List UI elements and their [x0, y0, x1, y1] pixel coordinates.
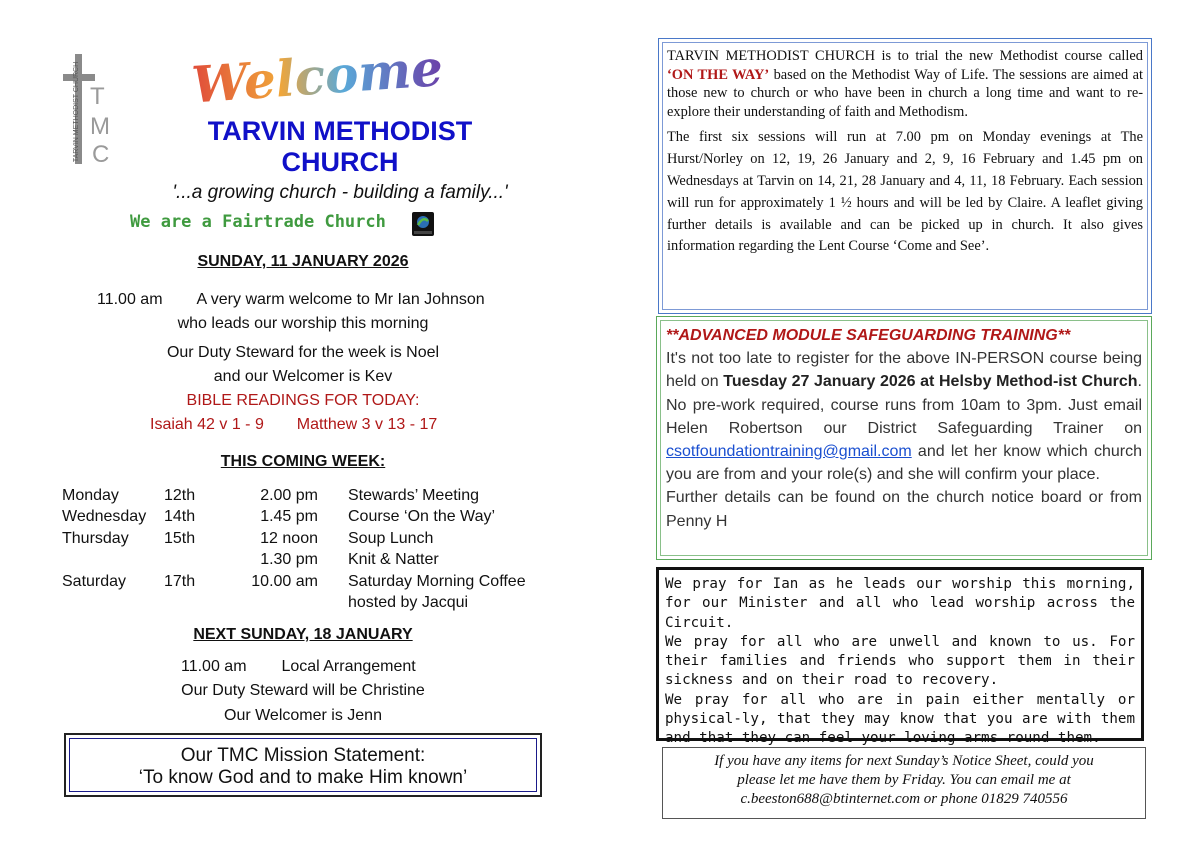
- notice-line-3: c.beeston688@btinternet.com or phone 01829 740556: [740, 791, 1068, 807]
- welcome-word: Welcome: [189, 42, 445, 114]
- svg-text:M: M: [90, 113, 110, 140]
- church-name: [150, 116, 530, 178]
- week-row: [62, 487, 548, 508]
- welcome-wordart: [184, 42, 452, 114]
- readings: [150, 413, 540, 437]
- next-sunday-service: [181, 655, 481, 679]
- week-row: [62, 530, 548, 551]
- church-name-line2: CHURCH: [281, 147, 399, 177]
- course-sessions: The first six sessions will run at 7.00 pm on Monday evenings at The Hurst/Norley on 12, 19, 26 January and 2, 9, 16 February and 1.45 pm on Wednesdays at Tarvin on 14, 21, 28 January and 4, 11, 18 February. Each session will run for approximately 1 ½ hours and will be led by Claire. A leaflet giving further details is available and can be picked up in church. It also gives information regarding the Lent Course ‘Come and See’.: [667, 129, 1143, 255]
- fairtrade-mark-icon: [412, 212, 434, 236]
- sunday-welcome-line: A very warm welcome to Mr Ian Johnson: [196, 291, 485, 308]
- week-date: 12th: [164, 487, 196, 504]
- duty-steward: Our Duty Steward for the week is Noel: [166, 344, 440, 361]
- week-date: [164, 594, 226, 615]
- week-event: Saturday Morning Coffee: [348, 572, 526, 590]
- week-date: 17th: [164, 572, 196, 590]
- week-date: 15th: [164, 529, 196, 547]
- mission-text: ‘To know God and to make Him known’: [138, 767, 468, 788]
- week-day: Monday: [62, 487, 119, 504]
- safeguarding-date-venue: Tuesday 27 January 2026 at Helsby Method-ist Church: [723, 373, 1138, 391]
- on-the-way-course-box: [658, 38, 1152, 314]
- week-row: [62, 573, 548, 594]
- church-logo: [58, 52, 128, 168]
- svg-text:TARVIN METHODIST CHURCH: TARVIN METHODIST CHURCH: [73, 61, 80, 163]
- next-sunday-event: Local Arrangement: [281, 658, 416, 675]
- safeguarding-title: **ADVANCED MODULE SAFEGUARDING TRAINING**: [666, 327, 1071, 344]
- week-row: [62, 594, 548, 615]
- week-day: Saturday: [62, 572, 127, 590]
- safeguarding-details: It's not too late to register for the above IN-PERSON course being held on Tuesday 27 January 2026 at Helsby Method-ist Church. No pre-work required, course runs from 10am to 3pm. Just email Helen Robertson our District Safeguarding Trainer on csotfoundationtraining@gmail.com and let her know which church you are from and your role(s) and she will confirm your place.: [666, 350, 1142, 484]
- week-row: [62, 551, 548, 572]
- svg-text:T: T: [90, 83, 105, 110]
- tagline: '...a growing church - building a family...': [172, 182, 508, 203]
- notice-line-2: please let me have them by Friday. You can email me at: [737, 772, 1071, 788]
- reading-1: Isaiah 42 v 1 - 9: [150, 416, 264, 433]
- mission-statement-box: [64, 733, 542, 797]
- week-event: Soup Lunch: [348, 529, 434, 547]
- sunday-heading: SUNDAY, 11 JANUARY 2026: [197, 253, 409, 270]
- prayer-1: We pray for Ian as he leads our worship this morning, for our Minister and all who lead worship across the Circuit.: [665, 576, 1135, 631]
- safeguarding-training-box: [656, 316, 1152, 560]
- next-sunday-time: 11.00 am: [181, 658, 247, 675]
- safeguarding-email-link[interactable]: csotfoundationtraining@gmail.com: [666, 443, 912, 461]
- prayer-2: We pray for all who are unwell and known to us. For their families and friends who support them in their sickness and on their road to recovery.: [665, 633, 1135, 689]
- week-time: [226, 594, 318, 615]
- week-event: Course ‘On the Way’: [348, 508, 496, 526]
- week-day: [62, 551, 164, 572]
- next-sunday-heading: NEXT SUNDAY, 18 JANUARY: [193, 626, 413, 643]
- notice-line-1: If you have any items for next Sunday’s Notice Sheet, could you: [714, 753, 1094, 769]
- week-time: 10.00 am: [251, 572, 318, 590]
- next-duty-steward: Our Duty Steward will be Christine: [181, 682, 425, 699]
- week-schedule-table: [62, 487, 548, 615]
- sunday-welcome-line2: who leads our worship this morning: [177, 315, 429, 332]
- week-time: 12 noon: [260, 529, 318, 547]
- sunday-time: 11.00 am: [97, 291, 163, 308]
- reading-2: Matthew 3 v 13 - 17: [296, 416, 438, 433]
- sunday-service: [97, 288, 537, 312]
- prayers-box: [656, 567, 1144, 747]
- course-name: ‘ON THE WAY’: [667, 66, 770, 83]
- week-time: 1.45 pm: [260, 508, 318, 526]
- course-intro: TARVIN METHODIST CHURCH is to trial the new Methodist course called ‘ON THE WAY’ based on the Methodist Way of Life. The sessions are aimed at those new to church or who have been in church a long time and want to re-explore their understanding of faith and Methodism.: [667, 48, 1143, 120]
- church-name-line1: TARVIN METHODIST: [207, 116, 473, 146]
- week-day: Wednesday: [62, 508, 147, 526]
- week-event: Stewards’ Meeting: [348, 487, 480, 504]
- week-time: 2.00 pm: [260, 487, 318, 504]
- mission-title: Our TMC Mission Statement:: [180, 745, 426, 766]
- next-welcomer: Our Welcomer is Jenn: [224, 707, 382, 724]
- week-event: Knit & Natter: [348, 551, 439, 569]
- welcomer: and our Welcomer is Kev: [213, 368, 393, 385]
- readings-title: BIBLE READINGS FOR TODAY:: [186, 392, 420, 409]
- week-time: 1.30 pm: [260, 551, 318, 569]
- week-date: 14th: [164, 508, 196, 526]
- week-day: Thursday: [62, 529, 129, 547]
- fairtrade-text: We are a Fairtrade Church: [130, 212, 386, 232]
- prayer-3: We pray for all who are in pain either mentally or physical-ly, that they may know that you are with them and that they can feel your loving arms round them.: [665, 691, 1135, 747]
- week-heading: THIS COMING WEEK:: [220, 453, 386, 470]
- safeguarding-further: Further details can be found on the church notice board or from Penny H: [666, 489, 1142, 530]
- week-event: hosted by Jacqui: [348, 593, 469, 611]
- svg-text:C: C: [92, 141, 110, 168]
- notice-sheet-box: [662, 747, 1146, 819]
- week-date: [164, 551, 226, 572]
- week-row: [62, 508, 548, 529]
- week-day: [62, 594, 164, 615]
